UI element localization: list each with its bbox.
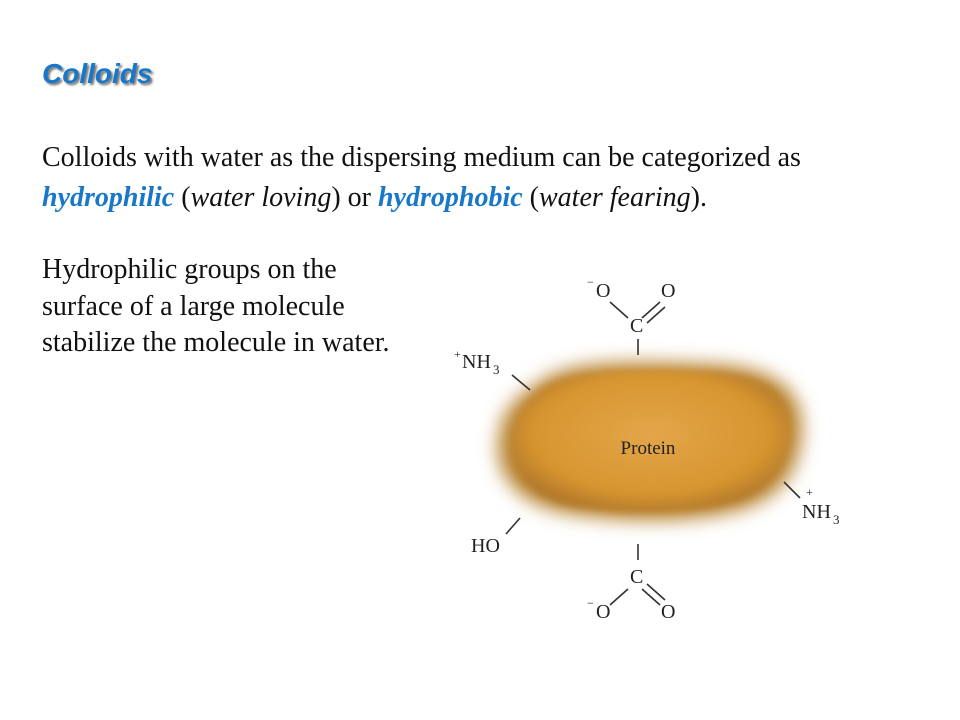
- term-hydrophilic: hydrophilic: [42, 182, 175, 213]
- protein-figure: [420, 262, 880, 632]
- term-hydrophobic: hydrophobic: [377, 182, 523, 213]
- slide-title: Colloids: [42, 58, 153, 89]
- bottom-double-bond-a: [642, 589, 660, 605]
- top-o-minus: O: [596, 280, 611, 302]
- hydrophilic-meaning: water loving: [190, 182, 332, 213]
- paren-open-1: (: [174, 182, 191, 213]
- left-amine-text: NH: [462, 351, 491, 373]
- bottom-carbon: C: [630, 566, 644, 588]
- right-amine-charge: +: [806, 485, 813, 499]
- top-single-bond: [610, 302, 628, 318]
- paren-open-2: (: [522, 182, 539, 213]
- intro-lead: Colloids with water as the dispersing medium can be categorized as: [42, 142, 801, 173]
- top-carbon: C: [630, 315, 644, 337]
- bottom-o-charge: −: [587, 596, 594, 610]
- protein-label: Protein: [620, 438, 676, 459]
- bottom-o-double: O: [661, 601, 676, 623]
- paren-close-2: ).: [690, 182, 707, 213]
- right-amine-group: [784, 482, 840, 527]
- bottom-carboxylate-group: [587, 544, 675, 623]
- hydroxyl-text: HO: [471, 535, 500, 557]
- intro-paragraph: [42, 138, 932, 218]
- right-amine-sub: 3: [833, 512, 840, 527]
- protein-diagram: [420, 262, 880, 632]
- hydrophilic-groups-paragraph: Hydrophilic groups on the surface of a large molecule stabilize the molecule in water.: [42, 254, 390, 358]
- top-carboxylate-group: [587, 275, 675, 355]
- top-o-double: O: [661, 280, 676, 302]
- top-double-bond-a: [642, 302, 660, 318]
- hydroxyl-group: [471, 518, 520, 557]
- right-amine-text: NH: [802, 501, 831, 523]
- left-amine-charge: +: [454, 347, 461, 361]
- top-double-bond-b: [647, 307, 665, 323]
- hydrophobic-meaning: water fearing: [539, 182, 691, 213]
- paren-close-1: ) or: [331, 182, 378, 213]
- right-amine-bond: [784, 482, 800, 498]
- hydroxyl-bond: [506, 518, 520, 534]
- bottom-o-minus: O: [596, 601, 611, 623]
- bottom-double-bond-b: [647, 584, 665, 600]
- left-amine-bond: [512, 375, 530, 390]
- left-amine-sub: 3: [493, 362, 500, 377]
- bottom-single-bond: [610, 589, 628, 605]
- top-o-charge: −: [587, 275, 594, 289]
- left-amine-group: [454, 347, 530, 390]
